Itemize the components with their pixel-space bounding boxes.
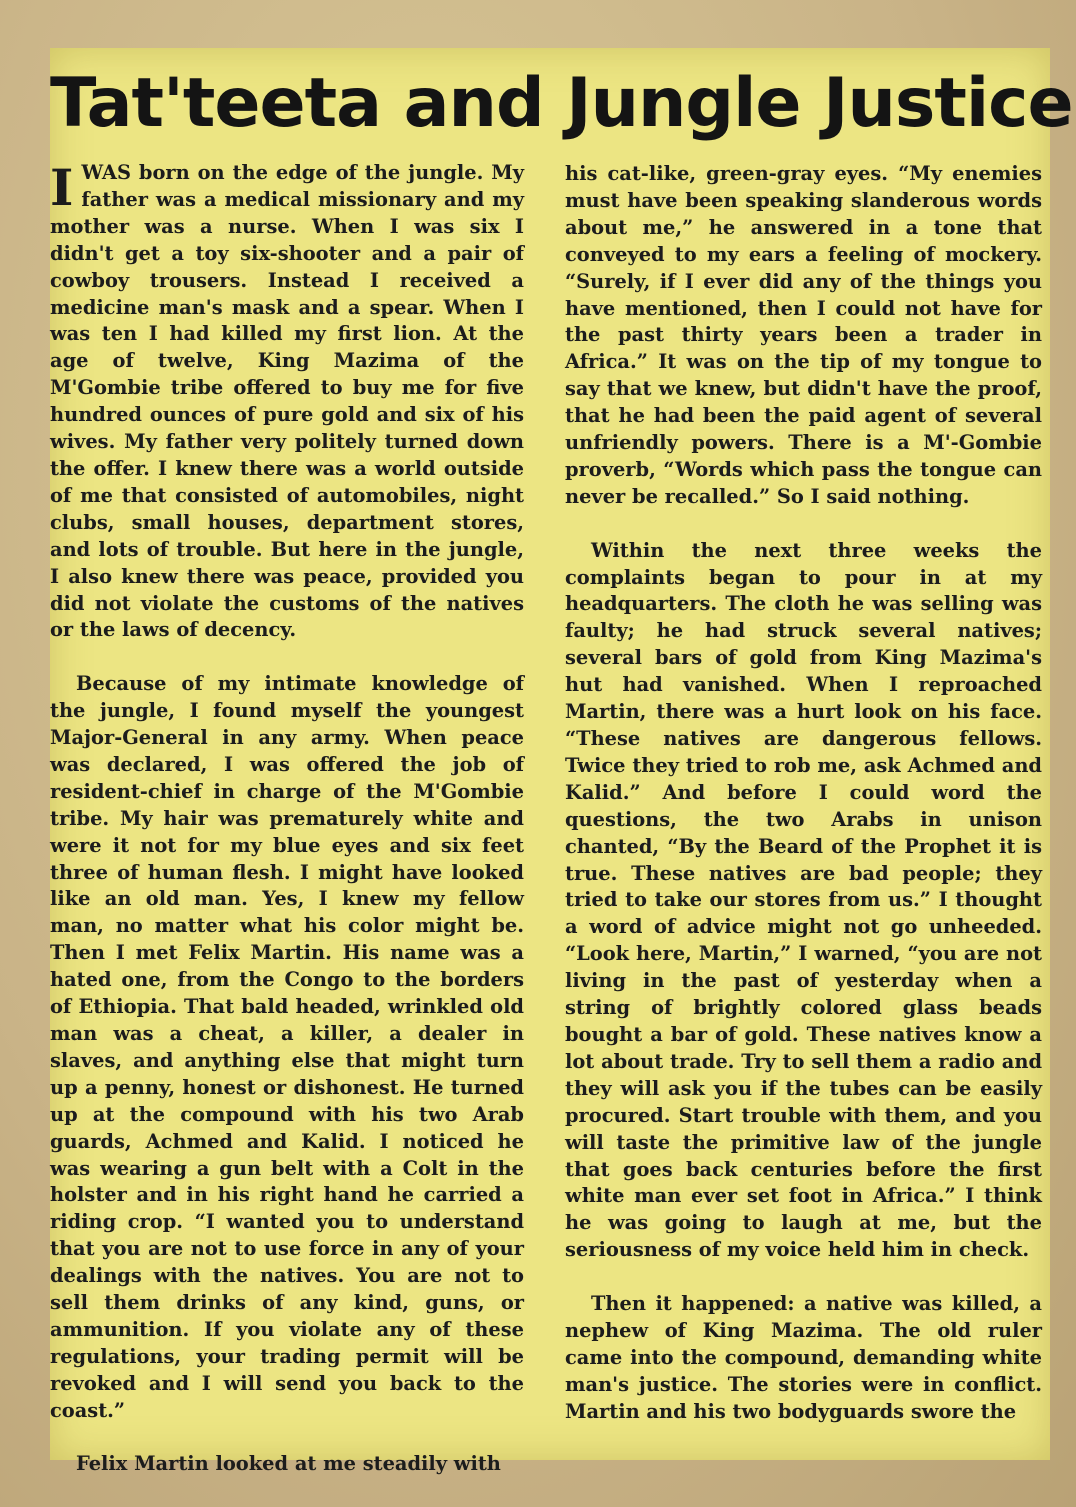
paragraph-1 [50,160,524,644]
drop-cap: I [50,158,74,217]
paragraph-5: Within the next three weeks the complaints began to pour in at my headquarters. The cloth he was selling was faulty; he had struck several natives; several bars of gold from King Mazima's hut had vanished. When I reproached Martin, there was a hurt look on his face. “These natives are dangerous fellows. Twice they tried to rob me, ask Achmed and Kalid.” And before I could word the questions, the two Arabs in unison chanted, “By the Beard of the Prophet it is true. These natives are bad people; they tried to take our stores from us.” I thought a word of advice might not go unheeded. “Look here, Martin,” I warned, “you are not living in the past of yesterday when a string of brightly colored glass beads bought a bar of gold. These natives know a lot about trade. Try to sell them a radio and they will ask you if the tubes can be easily procured. Start trouble with them, and you will taste the primitive law of the jungle that goes back centuries before the first white man ever set foot in Africa.” I think he was going to laugh at me, but the seriousness of my voice held him in check. [565,538,1042,1262]
paragraph-1-text: WAS born on the edge of the jungle. My father was a medical missionary and my mother was a nurse. When I was six I didn't get a toy six-shooter and a pair of cowboy trousers. Instead I received a medicine man's mask and a spear. When I was ten I had killed my first lion. At the age of twelve, King Mazima of the M'Gombie tribe offered to buy me for five hundred ounces of pure gold and six of his wives. My father very politely turned down the offer. I knew there was a world outside of me that consisted of automobiles, night clubs, small houses, department stores, and lots of trouble. But here in the jungle, I also knew there was peace, provided you did not violate the customs of the natives or the laws of decency. [50,161,524,642]
paragraph-2: Because of my intimate knowledge of the jungle, I found myself the youngest Major-General in any army. When peace was declared, I was offered the job of resident-chief in charge of the M'Gombie tribe. My hair was prematurely white and were it not for my blue eyes and six feet three of human flesh. I might have looked like an old man. Yes, I knew my fellow man, no matter what his color might be. Then I met Felix Martin. His name was a hated one, from the Congo to the borders of Ethiopia. That bald headed, wrinkled old man was a cheat, a killer, a dealer in slaves, and anything else that might turn up a penny, honest or dishonest. He turned up at the compound with his two Arab guards, Achmed and Kalid. I noticed he was wearing a gun belt with a Colt in the holster and in his right hand he carried a riding crop. “I wanted you to understand that you are not to use force in any of your dealings with the natives. You are not to sell them drinks of any kind, guns, or ammunition. If you violate any of these regulations, your trading permit will be revoked and I will send you back to the coast.” [50,672,524,1422]
paragraph-3: Felix Martin looked at me steadily with [76,1452,501,1476]
left-column [50,160,524,1478]
paragraph-6: Then it happened: a native was killed, a nephew of King Mazima. The old ruler came into the compound, demanding white man's justice. The stories were in conflict. Martin and his two bodyguards swore the [565,1292,1042,1423]
paragraph-4: his cat-like, green-gray eyes. “My enemies must have been speaking slanderous words about me,” he answered in a tone that conveyed to my ears a feeling of mockery. “Surely, if I ever did any of the things you have mentioned, then I could not have for the past thirty years been a trader in Africa.” It was on the tip of my tongue to say that we knew, but didn't have the proof, that he had been the paid agent of several unfriendly powers. There is a M'-Gombie proverb, “Words which pass the tongue can never be recalled.” So I said nothing. [565,162,1042,508]
right-column [565,161,1042,1426]
story-title: Tat'teeta and Jungle Justice [50,64,1073,143]
